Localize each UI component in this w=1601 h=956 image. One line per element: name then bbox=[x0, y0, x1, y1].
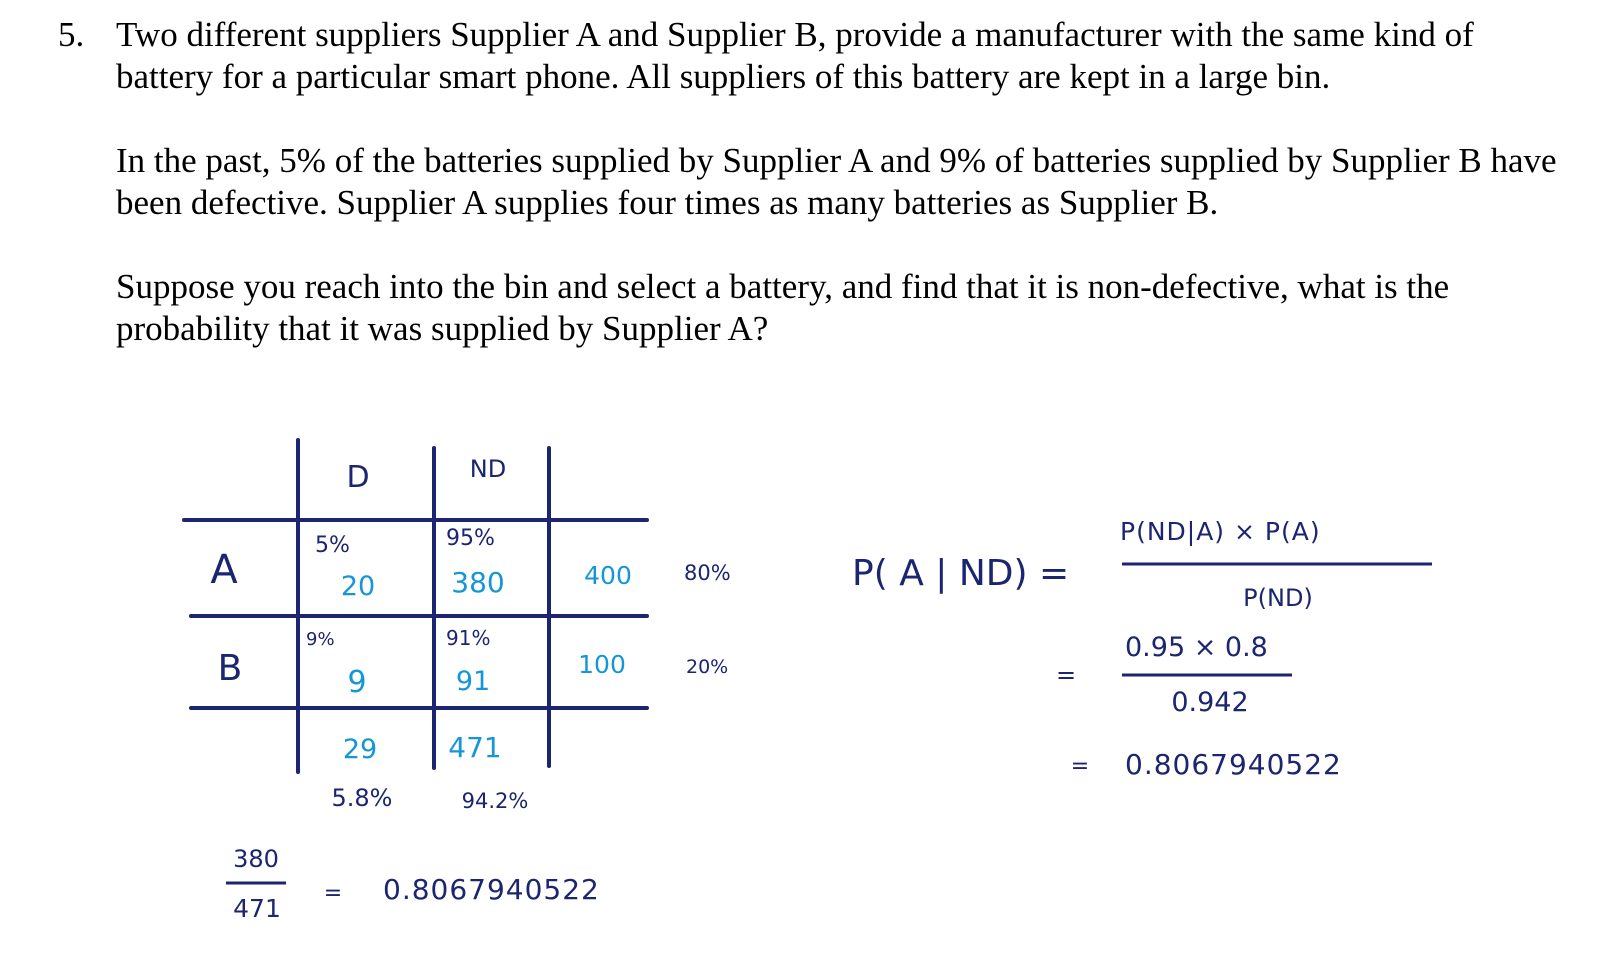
cell-a-d-pct: 5% bbox=[315, 533, 350, 558]
bayes-numerator: P(ND|A) × P(A) bbox=[1120, 517, 1321, 546]
bayes-numerator-2: 0.95 × 0.8 bbox=[1125, 632, 1268, 663]
question-paragraph-2: In the past, 5% of the batteries supplied by Supplier A and 9% of batteries supplied by Supplier B have been defective. Supplier A supplies four times as many batteries as Supplier B. bbox=[116, 141, 1557, 222]
cell-b-d-pct: 9% bbox=[306, 629, 335, 650]
bayes-denominator: P(ND) bbox=[1243, 584, 1313, 612]
bayes-equals-3: = bbox=[1070, 754, 1090, 779]
row-label-b: B bbox=[217, 648, 243, 689]
col-header-d: D bbox=[346, 460, 370, 495]
cell-b-nd-count: 91 bbox=[455, 666, 491, 697]
fraction-result: 0.8067940522 bbox=[383, 873, 600, 906]
fraction-equals: = bbox=[323, 881, 343, 906]
cell-b-nd-pct: 91% bbox=[446, 626, 491, 650]
row-a-share: 80% bbox=[684, 561, 731, 585]
fraction-denominator: 471 bbox=[233, 894, 281, 923]
bayes-lhs: P( A | ND) = bbox=[852, 553, 1070, 594]
col-total-nd: 471 bbox=[448, 731, 502, 764]
question-paragraph-1: Two different suppliers Supplier A and Supplier B, provide a manufacturer with the same kind of battery for a particular smart phone. All suppliers of this battery are kept in a large bin. bbox=[116, 15, 1474, 96]
row-b-share: 20% bbox=[686, 656, 729, 678]
col-header-nd: ND bbox=[469, 455, 507, 483]
row-b-total: 100 bbox=[578, 650, 626, 679]
row-label-a: A bbox=[210, 547, 238, 593]
question-paragraph-3: Suppose you reach into the bin and select a battery, and find that it is non-defective, what is the probability that it was supplied by Supplier A? bbox=[116, 267, 1450, 348]
col-pct-nd: 94.2% bbox=[461, 789, 529, 813]
bayes-equals-2: = bbox=[1055, 661, 1077, 689]
bayes-result: 0.8067940522 bbox=[1125, 748, 1342, 781]
bayes-denominator-2: 0.942 bbox=[1171, 687, 1249, 718]
cell-a-d-count: 20 bbox=[340, 571, 376, 602]
fraction-numerator: 380 bbox=[233, 845, 279, 873]
cell-a-nd-count: 380 bbox=[451, 566, 505, 599]
question-number: 5. bbox=[58, 15, 85, 54]
cell-b-d-count: 9 bbox=[347, 665, 367, 700]
row-a-total: 400 bbox=[584, 561, 632, 590]
col-pct-d: 5.8% bbox=[331, 784, 393, 812]
table-grid bbox=[184, 440, 647, 772]
col-total-d: 29 bbox=[342, 734, 378, 765]
cell-a-nd-pct: 95% bbox=[446, 526, 495, 551]
